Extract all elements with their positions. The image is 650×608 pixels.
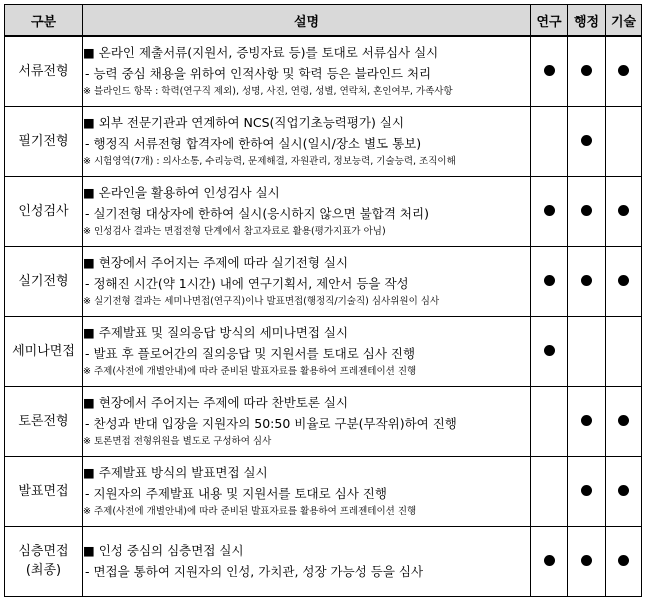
admin-mark-cell: [568, 176, 606, 246]
applies-dot-icon: [581, 415, 592, 426]
sub-point: - 실기전형 대상자에 한하여 실시(응시하지 않으면 불합격 처리): [85, 206, 429, 221]
applies-dot-icon: [581, 485, 592, 496]
stage-name: 실기전형: [18, 273, 69, 289]
table-body: [5, 36, 642, 596]
stage-name: (최종): [25, 563, 62, 578]
tech-mark-cell: [606, 246, 642, 316]
note: ※ 주제(사전에 개별안내)에 따라 준비된 발표자료를 활용하여 프레젠테이션 진행: [83, 506, 417, 517]
main-point: ■ 주제발표 및 질의응답 방식의 세미나면접 실시: [83, 325, 349, 340]
table-row: [5, 316, 642, 386]
tech-mark-cell: [606, 176, 642, 246]
description-cell: [83, 36, 531, 106]
main-point: ■ 현장에서 주어지는 주제에 따라 찬반토론 실시: [83, 395, 349, 410]
note: ※ 시험영역(7개) : 의사소통, 수리능력, 문제해결, 자원관리, 정보능력, 기술능력, 조직이해: [83, 156, 456, 167]
table-row: [5, 36, 642, 106]
applies-dot-icon: [544, 65, 555, 76]
applies-dot-icon: [544, 345, 555, 356]
note: ※ 토론면접 전형위원을 별도로 구성하여 심사: [83, 436, 272, 447]
tech-mark-cell: [606, 106, 642, 176]
header-tech: 기술: [606, 5, 642, 37]
header-row: [5, 5, 642, 37]
description-cell: [83, 316, 531, 386]
applies-dot-icon: [581, 275, 592, 286]
applies-dot-icon: [618, 275, 629, 286]
table-row: [5, 386, 642, 456]
stage-cell: [5, 386, 83, 456]
main-point: ■ 현장에서 주어지는 주제에 따라 실기전형 실시: [83, 255, 349, 270]
description-cell: [83, 526, 531, 596]
sub-point: - 면접을 통하여 지원자의 인성, 가치관, 성장 가능성 등을 심사: [85, 564, 424, 579]
admin-mark-cell: [568, 316, 606, 386]
header-admin: 행정: [568, 5, 606, 37]
tech-mark-cell: [606, 316, 642, 386]
research-mark-cell: [531, 36, 568, 106]
header-stage: 구분: [5, 5, 83, 37]
stage-name: 심층면접: [18, 544, 69, 559]
recruitment-stages-table: [4, 4, 642, 597]
tech-mark-cell: [606, 456, 642, 526]
admin-mark-cell: [568, 386, 606, 456]
sub-point: - 행정직 서류전형 합격자에 한하여 실시(일시/장소 별도 통보): [85, 136, 422, 151]
sub-point: - 정해진 시간(약 1시간) 내에 연구기획서, 제안서 등을 작성: [85, 276, 409, 291]
applies-dot-icon: [581, 205, 592, 216]
main-point: ■ 온라인을 활용하여 인성검사 실시: [83, 185, 280, 200]
research-mark-cell: [531, 386, 568, 456]
applies-dot-icon: [618, 415, 629, 426]
note: ※ 실기전형 결과는 세미나면접(연구직)이나 발표면접(행정직/기술직) 심사위원이 심사: [83, 296, 440, 307]
tech-mark-cell: [606, 526, 642, 596]
applies-dot-icon: [581, 555, 592, 566]
tech-mark-cell: [606, 386, 642, 456]
stage-cell: [5, 36, 83, 106]
table-row: [5, 526, 642, 596]
table-row: [5, 246, 642, 316]
admin-mark-cell: [568, 246, 606, 316]
applies-dot-icon: [544, 205, 555, 216]
research-mark-cell: [531, 176, 568, 246]
table-row: [5, 176, 642, 246]
description-cell: [83, 176, 531, 246]
stage-cell: [5, 246, 83, 316]
stage-name: 세미나면접: [12, 343, 75, 359]
admin-mark-cell: [568, 106, 606, 176]
stage-name: 필기전형: [18, 133, 69, 149]
stage-cell: [5, 106, 83, 176]
stage-name: 인성검사: [18, 203, 69, 219]
research-mark-cell: [531, 456, 568, 526]
admin-mark-cell: [568, 36, 606, 106]
applies-dot-icon: [581, 65, 592, 76]
description-cell: [83, 106, 531, 176]
description-cell: [83, 386, 531, 456]
stage-cell: [5, 176, 83, 246]
main-point: ■ 주제발표 방식의 발표면접 실시: [83, 465, 268, 480]
stage-name: 토론전형: [18, 413, 69, 429]
sub-point: - 능력 중심 채용을 위하여 인적사항 및 학력 등은 블라인드 처리: [85, 66, 432, 82]
applies-dot-icon: [581, 135, 592, 146]
header-research: 연구: [531, 5, 568, 37]
applies-dot-icon: [618, 65, 629, 76]
table-row: [5, 456, 642, 526]
header-description: 설명: [83, 5, 531, 37]
description-cell: [83, 456, 531, 526]
table-header: [5, 5, 642, 37]
applies-dot-icon: [544, 275, 555, 286]
applies-dot-icon: [618, 555, 629, 566]
applies-dot-icon: [618, 485, 629, 496]
research-mark-cell: [531, 106, 568, 176]
tech-mark-cell: [606, 36, 642, 106]
research-mark-cell: [531, 316, 568, 386]
description-cell: [83, 246, 531, 316]
applies-dot-icon: [618, 205, 629, 216]
stage-cell: [5, 526, 83, 596]
research-mark-cell: [531, 526, 568, 596]
sub-point: - 찬성과 반대 입장을 지원자의 50:50 비율로 구분(무작위)하여 진행: [85, 416, 457, 431]
note: ※ 주제(사전에 개별안내)에 따라 준비된 발표자료를 활용하여 프레젠테이션 진행: [83, 366, 417, 377]
stage-name: 발표면접: [18, 483, 69, 499]
admin-mark-cell: [568, 526, 606, 596]
admin-mark-cell: [568, 456, 606, 526]
note: ※ 블라인드 항목 : 학력(연구직 제외), 성명, 사진, 연령, 성별, 연락처, 혼인여부, 가족사항: [83, 86, 453, 98]
note: ※ 인성검사 결과는 면접전형 단계에서 참고자료로 활용(평가지표가 아님): [83, 226, 386, 237]
sub-point: - 지원자의 주제발표 내용 및 지원서를 토대로 심사 진행: [85, 486, 387, 501]
stage-cell: [5, 316, 83, 386]
sub-point: - 발표 후 플로어간의 질의응답 및 지원서를 토대로 심사 진행: [85, 346, 416, 361]
applies-dot-icon: [544, 555, 555, 566]
stage-cell: [5, 456, 83, 526]
research-mark-cell: [531, 246, 568, 316]
main-point: ■ 외부 전문기관과 연계하여 NCS(직업기초능력평가) 실시: [83, 115, 405, 130]
main-point: ■ 온라인 제출서류(지원서, 증빙자료 등)를 토대로 서류심사 실시: [83, 45, 439, 61]
table-row: [5, 106, 642, 176]
stage-name: 서류전형: [18, 63, 69, 79]
main-point: ■ 인성 중심의 심층면접 실시: [83, 543, 244, 558]
